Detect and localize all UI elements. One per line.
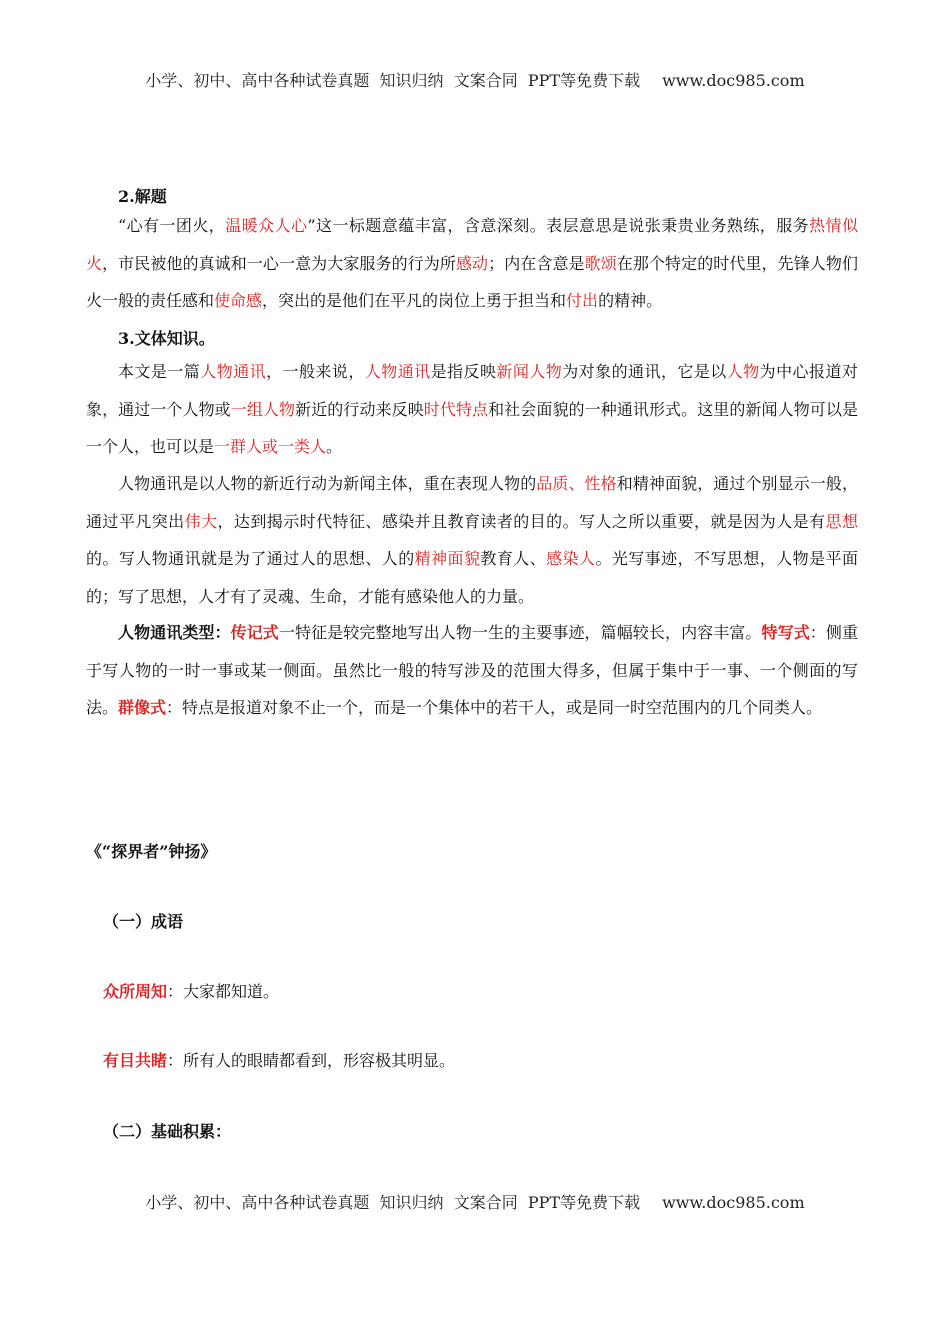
header-text: 小学、初中、高中各种试卷真题 知识归纳 文案合同 PPT等免费下载 [145, 71, 641, 90]
idiom-term: 有目共睹 [103, 1051, 168, 1070]
footer-text: 小学、初中、高中各种试卷真题 知识归纳 文案合同 PPT等免费下载 [145, 1193, 641, 1212]
wenti-paragraph-2: 人物通讯是以人物的新近行动为新闻主体，重在表现人物的品质、性格和精神面貌，通过个别显示一般，通过平凡突出伟大，达到揭示时代特征、感染并且教育读者的目的。写人之所以重要，就是因为人是有思想的。写人物通讯就是为了通过人的思想、人的精神面貌教育人、感染人。光写事迹，不写思想，人物是平面的；写了思想，人才有了灵魂、生命，才能有感染他人的力量。 [86, 474, 858, 606]
idiom-item: 众所周知：大家都知道。 [103, 982, 280, 1001]
jieti-paragraph: “心有一团火，温暖众人心”这一标题意蕴丰富，含意深刻。表层意思是说张秉贵业务熟练，服务热情似火，市民被他的真诚和一心一意为大家服务的行为所感动；内在含意是歌颂在那个特定的时代里，先锋人物们火一般的责任感和使命感，突出的是他们在平凡的岗位上勇于担当和付出的精神。 [86, 216, 858, 310]
jichu-heading: （二）基础积累： [103, 1122, 232, 1141]
header-site: www.doc985.com [662, 71, 805, 90]
wenti-paragraph-3: 人物通讯类型：传记式一特征是较完整地写出人物一生的主要事迹，篇幅较长，内容丰富。特写式：侧重于写人物的一时一事或某一侧面。虽然比一般的特写涉及的范围大得多，但属于集中于一事、一个侧面的写法。群像式：特点是报道对象不止一个，而是一个集体中的若干人，或是同一时空范围内的几个同类人。 [86, 623, 858, 717]
page-header [0, 68, 950, 91]
wenti-paragraph-1: 本文是一篇人物通讯，一般来说，人物通讯是指反映新闻人物为对象的通讯，它是以人物为中心报道对象，通过一个人物或一组人物新近的行动来反映时代特点和社会面貌的一种通讯形式。这里的新闻人物可以是一个人，也可以是一群人或一类人。 [86, 362, 858, 456]
page-footer [0, 1190, 950, 1213]
idiom-item: 有目共睹：所有人的眼睛都看到，形容极其明显。 [103, 1051, 456, 1070]
wenti-heading: 3.文体知识。 [118, 329, 215, 348]
idiom-meaning: 大家都知道。 [183, 982, 280, 1001]
idiom-meaning: 所有人的眼睛都看到，形容极其明显。 [183, 1051, 456, 1070]
footer-site: www.doc985.com [662, 1193, 805, 1212]
chengyu-heading: （一）成语 [103, 912, 184, 931]
idiom-term: 众所周知 [103, 982, 168, 1001]
lesson-title: 《“探界者”钟扬》 [86, 842, 217, 861]
jieti-heading: 2.解题 [118, 187, 167, 206]
